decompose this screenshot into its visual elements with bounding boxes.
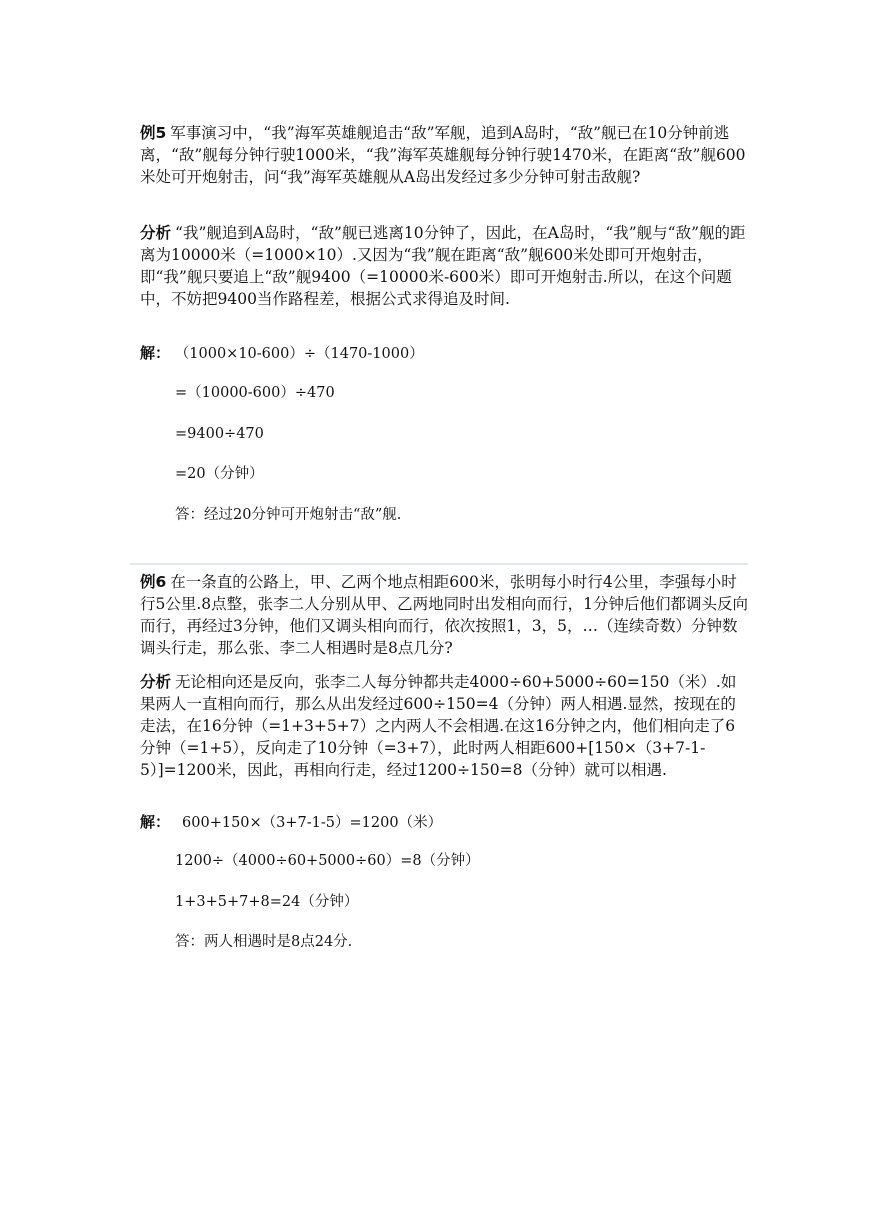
example-5-title: 例5 [140,124,167,142]
example-6-solution-label: 解： [140,813,171,831]
example-6-analysis-text: 无论相向还是反向，张李二人每分钟都共走4000÷60+5000÷60=150（米）.如果两人一直相向而行，那么从出发经过600÷150=4（分钟）两人相遇.显然，按现在的走法，在16分钟（=1+3+5+7）之内两人不会相遇.在这16分钟之内，他们相向走了6分钟（=1+5），反向走了10分钟（=3+7），此时两人相距600+[150×（3+7-1-5）]=1200米，因此，再相向行走，经过1200÷150=8（分钟）就可以相遇. [140,673,737,779]
example-5-problem [140,122,750,188]
example-5-step-1: （1000×10-600）÷（1470-1000） [182,346,424,362]
example-5-analysis [140,222,750,310]
example-6-answer: 答：两人相遇时是8点24分. [175,934,353,950]
example-6-problem-text: 在一条直的公路上，甲、乙两个地点相距600米，张明每小时行4公里，李强每小时行5公里.8点整，张李二人分别从甲、乙两地同时出发相向而行，1分钟后他们都调头反向而行，再经过3分钟，他们又调头相向而行，依次按照1，3，5，…（连续奇数）分钟数调头行走，那么张、李二人相遇时是8点几分? [140,573,749,657]
example-6-analysis [140,671,750,781]
example-6-step-3: 1+3+5+7+8=24（分钟） [175,894,359,910]
example-6-problem [140,571,750,659]
example-5-step-2: =（10000-600）÷470 [175,385,335,401]
example-5-analysis-label: 分析 [140,224,172,242]
example-5-step-4: =20（分钟） [175,466,264,482]
example-5-step-3: =9400÷470 [175,426,264,442]
example-6-title: 例6 [140,573,167,591]
example-5-analysis-text: “我”舰追到A岛时，“敌”舰已逃离10分钟了，因此，在A岛时，“我”舰与“敌”舰的距离为10000米（=1000×10）.又因为“我”舰在距离“敌”舰600米处即可开炮射击，即“我”舰只要追上“敌”舰9400（=10000米-600米）即可开炮射击.所以，在这个问题中，不妨把9400当作路程差，根据公式求得追及时间. [140,224,746,308]
example-6-analysis-label: 分析 [140,673,172,691]
example-6-step-1: 600+150×（3+7-1-5）=1200（米） [182,815,443,831]
section-divider [130,563,748,565]
example-5-problem-text: 军事演习中，“我”海军英雄舰追击“敌”军舰，追到A岛时，“敌”舰已在10分钟前逃离，“敌”舰每分钟行驶1000米，“我”海军英雄舰每分钟行驶1470米，在距离“敌”舰600米处可开炮射击，问“我”海军英雄舰从A岛出发经过多少分钟可射击敌舰? [140,124,746,186]
example-5-answer: 答：经过20分钟可开炮射击“敌”舰. [175,507,402,523]
example-5-solution-line [140,343,424,364]
example-6-step-2: 1200÷（4000÷60+5000÷60）=8（分钟） [175,853,480,869]
example-5-solution-label: 解： [140,344,171,362]
example-6-solution-line [140,812,442,833]
